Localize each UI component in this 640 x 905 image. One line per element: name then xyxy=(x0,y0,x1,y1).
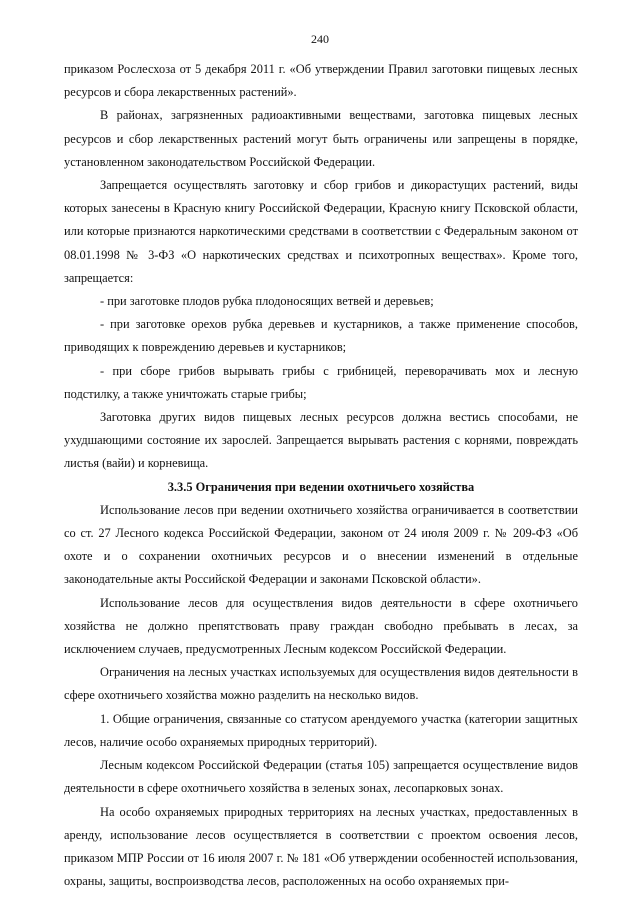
list-item: - при заготовке орехов рубка деревьев и кустарников, а также применение способов, приводящих к повреждению деревьев и кустарников; xyxy=(64,317,578,355)
paragraph: Заготовка других видов пищевых лесных ресурсов должна вестись способами, не ухудшающими состояние их зарослей. Запрещается вырывать растения с корнями, повреждать листья (вайи) и корневища. xyxy=(64,410,578,471)
list-item: - при заготовке плодов рубка плодоносящих ветвей и деревьев; xyxy=(100,294,434,309)
paragraph: Лесным кодексом Российской Федерации (статья 105) запрещается осуществление видов деятельности в сфере охотничьего хозяйства в зеленых зонах, лесопарковых зонах. xyxy=(64,758,578,796)
section-heading: 3.3.5 Ограничения при ведении охотничьего хозяйства xyxy=(167,479,475,494)
list-item: - при сборе грибов вырывать грибы с грибницей, переворачивать мох и лесную подстилку, а также уничтожать старые грибы; xyxy=(64,363,578,401)
paragraph: В районах, загрязненных радиоактивными веществами, заготовка пищевых лесных ресурсов и сбор лекарственных растений могут быть ограничены или запрещены в порядке, установленном законодательством Российской Федерации. xyxy=(64,108,578,169)
paragraph: 1. Общие ограничения, связанные со статусом арендуемого участка (категории защитных лесов, наличие особо охраняемых природных территорий). xyxy=(64,711,578,749)
paragraph: приказом Рослесхоза от 5 декабря 2011 г. «Об утверждении Правил заготовки пищевых лесных ресурсов и сбора лекарственных растений». xyxy=(64,62,578,100)
paragraph: На особо охраняемых природных территориях на лесных участках, предоставленных в аренду, использование лесов осуществляется в соответствии с проектом освоения лесов, приказом МПР России от 16 июля 2007 г. № 181 «Об утверждении особенностей использования, охраны, защиты, воспроизводства лесов, расположенных на особо охраняемых при- xyxy=(64,804,578,889)
paragraph: Использование лесов при ведении охотничьего хозяйства ограничивается в соответствии со ст. 27 Лесного кодекса Российской Федерации, законом от 24 июля 2009 г. № 209-ФЗ «Об охоте и о сохранении охотничьих ресурсов и о внесении изменений в отдельные законодательные акты Российской Федерации и законами Псковской области». xyxy=(64,502,578,587)
paragraph: Ограничения на лесных участках используемых для осуществления видов деятельности в сфере охотничьего хозяйства можно разделить на несколько видов. xyxy=(64,665,578,703)
paragraph: Запрещается осуществлять заготовку и сбор грибов и дикорастущих растений, виды которых занесены в Красную книгу Российской Федерации, Красную книгу Псковской области, или которые признаются наркотическими средствами в соответствии с Федеральным законом от 08.01.1998 № 3-ФЗ «О наркотических средствах и психотропных веществах». Кроме того, запрещается: xyxy=(64,178,578,285)
document-body xyxy=(64,58,578,893)
paragraph: Использование лесов для осуществления видов деятельности в сфере охотничьего хозяйства не должно препятствовать праву граждан свободно пребывать в лесах, за исключением случаев, предусмотренных Лесным кодексом Российской Федерации. xyxy=(64,595,578,657)
page-number: 240 xyxy=(311,32,329,46)
